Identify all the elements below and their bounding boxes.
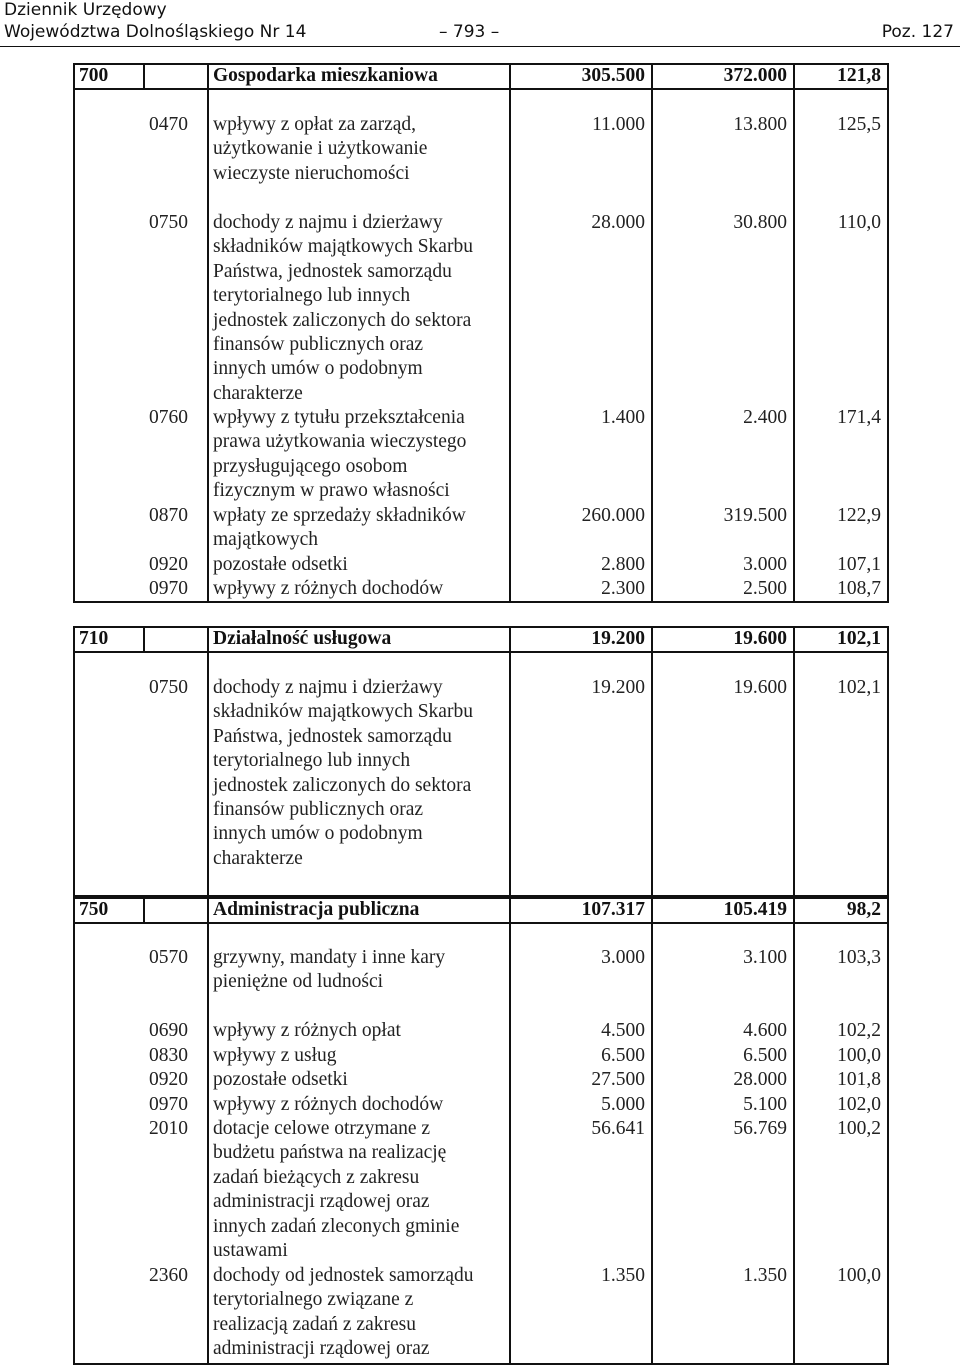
item-plan: 260.000 [581, 505, 645, 526]
item-percent: 107,1 [837, 554, 881, 575]
item-description: dochody od jednostek samorządu [213, 1265, 474, 1286]
column-rule [887, 63, 889, 603]
column-rule [143, 63, 145, 88]
item-percent: 103,3 [837, 947, 881, 968]
item-execution: 56.769 [733, 1118, 787, 1139]
item-execution: 3.000 [743, 554, 787, 575]
item-description: pozostałe odsetki [213, 1069, 348, 1090]
paragraph-code: 0830 [149, 1045, 188, 1066]
item-description: ustawami [213, 1240, 288, 1261]
journal-title: Dziennik Urzędowy [4, 0, 167, 20]
item-plan: 28.000 [591, 212, 645, 233]
item-execution: 2.400 [743, 407, 787, 428]
item-description: innych umów o podobnym [213, 358, 423, 380]
item-plan: 11.000 [592, 114, 645, 135]
item-execution: 30.800 [733, 212, 787, 233]
item-description: fizycznym w prawo własności [213, 480, 450, 502]
column-rule [509, 626, 511, 897]
item-percent: 122,9 [837, 505, 881, 526]
position-number: Poz. 127 [881, 22, 954, 42]
item-description: wpływy z usług [213, 1045, 337, 1066]
paragraph-code: 2010 [149, 1118, 188, 1139]
column-rule [207, 897, 209, 1365]
item-plan: 1.350 [601, 1265, 645, 1286]
item-description: wpływy z różnych opłat [213, 1020, 401, 1041]
header-rule [0, 46, 960, 47]
item-description: innych umów o podobnym [213, 823, 423, 845]
item-description: jednostek zaliczonych do sektora [213, 309, 472, 331]
item-description: finansów publicznych oraz [213, 334, 424, 355]
item-plan: 6.500 [601, 1045, 645, 1066]
section-name: Administracja publiczna [213, 899, 420, 920]
item-description: składników majątkowych Skarbu [213, 236, 473, 258]
item-execution: 4.600 [743, 1020, 787, 1041]
column-rule [207, 626, 209, 897]
item-description: dochody z najmu i dzierżawy [213, 677, 443, 698]
section-percent: 98,2 [846, 899, 881, 920]
item-execution: 13.800 [733, 114, 787, 135]
item-description: jednostek zaliczonych do sektora [213, 774, 472, 796]
item-plan: 4.500 [601, 1020, 645, 1041]
section-code: 700 [79, 65, 109, 86]
item-percent: 100,0 [837, 1265, 881, 1286]
item-plan: 1.400 [601, 407, 645, 428]
paragraph-code: 0470 [149, 114, 188, 135]
item-description: dochody z najmu i dzierżawy [213, 212, 443, 233]
column-rule [73, 63, 75, 603]
section-name: Działalność usługowa [213, 628, 392, 649]
section-code: 750 [79, 899, 109, 920]
paragraph-code: 0920 [149, 1069, 188, 1090]
item-description: zadań bieżących z zakresu [213, 1166, 420, 1188]
page-number: – 793 – [439, 22, 500, 42]
paragraph-code: 0970 [149, 578, 188, 599]
column-rule [887, 626, 889, 897]
section-bottom-rule [73, 1363, 889, 1365]
section-percent: 102,1 [837, 628, 881, 649]
item-description: wpływy z różnych dochodów [213, 1094, 444, 1115]
column-rule [143, 897, 145, 922]
item-plan: 27.500 [591, 1069, 645, 1090]
section-code: 710 [79, 628, 109, 649]
item-percent: 171,4 [837, 407, 881, 428]
item-description: przysługującego osobom [213, 455, 408, 477]
item-execution: 5.100 [743, 1094, 787, 1115]
section-percent: 121,8 [837, 65, 881, 86]
item-description: wpłaty ze sprzedaży składników [213, 505, 466, 526]
item-plan: 19.200 [591, 677, 645, 698]
paragraph-code: 0690 [149, 1020, 188, 1041]
item-execution: 3.100 [743, 947, 787, 968]
item-description: wieczyste nieruchomości [213, 162, 410, 184]
item-plan: 2.800 [601, 554, 645, 575]
item-percent: 102,0 [837, 1094, 881, 1115]
item-description: wpływy z różnych dochodów [213, 578, 444, 599]
item-plan: 56.641 [591, 1118, 645, 1139]
column-rule [73, 626, 75, 897]
item-description: charakterze [213, 382, 303, 404]
item-execution: 319.500 [723, 505, 787, 526]
section-execution: 19.600 [733, 628, 787, 649]
section-plan: 305.500 [581, 65, 645, 86]
item-description: pozostałe odsetki [213, 554, 348, 575]
paragraph-code: 0570 [149, 947, 188, 968]
item-description: dotacje celowe otrzymane z [213, 1118, 431, 1139]
section-execution: 105.419 [723, 899, 787, 920]
item-description: terytorialnego lub innych [213, 750, 411, 772]
item-percent: 100,0 [837, 1045, 881, 1066]
item-execution: 6.500 [743, 1045, 787, 1066]
item-execution: 28.000 [733, 1069, 787, 1090]
item-description: terytorialnego lub innych [213, 285, 411, 307]
item-description: realizacją zadań z zakresu [213, 1313, 416, 1335]
item-description: majątkowych [213, 529, 319, 551]
item-percent: 110,0 [837, 212, 881, 233]
paragraph-code: 0870 [149, 505, 188, 526]
column-rule [651, 626, 653, 897]
item-description: grzywny, mandaty i inne kary [213, 947, 446, 968]
paragraph-code: 0750 [149, 677, 188, 698]
item-description: wpływy z tytułu przekształcenia [213, 407, 465, 428]
paragraph-code: 0750 [149, 212, 188, 233]
item-percent: 101,8 [837, 1069, 881, 1090]
page-header [0, 0, 960, 48]
item-percent: 102,2 [837, 1020, 881, 1041]
item-description: pieniężne od ludności [213, 971, 384, 993]
journal-subtitle: Województwa Dolnośląskiego Nr 14 [4, 22, 307, 42]
paragraph-code: 0760 [149, 407, 188, 428]
column-rule [793, 626, 795, 897]
column-rule [887, 897, 889, 1365]
paragraph-code: 2360 [149, 1265, 188, 1286]
item-description: charakterze [213, 847, 303, 869]
paragraph-code: 0920 [149, 554, 188, 575]
item-percent: 102,1 [837, 677, 881, 698]
item-plan: 5.000 [601, 1094, 645, 1115]
item-description: finansów publicznych oraz [213, 799, 424, 820]
item-percent: 100,2 [837, 1118, 881, 1139]
column-rule [143, 626, 145, 651]
item-execution: 2.500 [743, 578, 787, 599]
item-description: wpływy z opłat za zarząd, [213, 114, 417, 135]
section-plan: 107.317 [581, 899, 645, 920]
section-name: Gospodarka mieszkaniowa [213, 65, 438, 86]
item-percent: 108,7 [837, 578, 881, 599]
item-percent: 125,5 [837, 114, 881, 135]
item-description: Państwa, jednostek samorządu [213, 725, 452, 747]
column-rule [73, 897, 75, 1365]
paragraph-code: 0970 [149, 1094, 188, 1115]
item-description: budżetu państwa na realizację [213, 1142, 447, 1164]
item-description: administracji rządowej oraz [213, 1191, 430, 1213]
item-description: Państwa, jednostek samorządu [213, 260, 452, 282]
item-description: składników majątkowych Skarbu [213, 701, 473, 723]
item-description: terytorialnego związane z [213, 1289, 414, 1311]
item-execution: 19.600 [733, 677, 787, 698]
section-execution: 372.000 [723, 65, 787, 86]
item-execution: 1.350 [743, 1265, 787, 1286]
item-description: administracji rządowej oraz [213, 1338, 430, 1360]
item-plan: 2.300 [601, 578, 645, 599]
column-rule [207, 63, 209, 603]
item-description: prawa użytkowania wieczystego [213, 431, 467, 453]
item-description: innych zadań zleconych gminie [213, 1215, 460, 1237]
item-description: użytkowanie i użytkowanie [213, 138, 428, 160]
item-plan: 3.000 [601, 947, 645, 968]
section-plan: 19.200 [591, 628, 645, 649]
